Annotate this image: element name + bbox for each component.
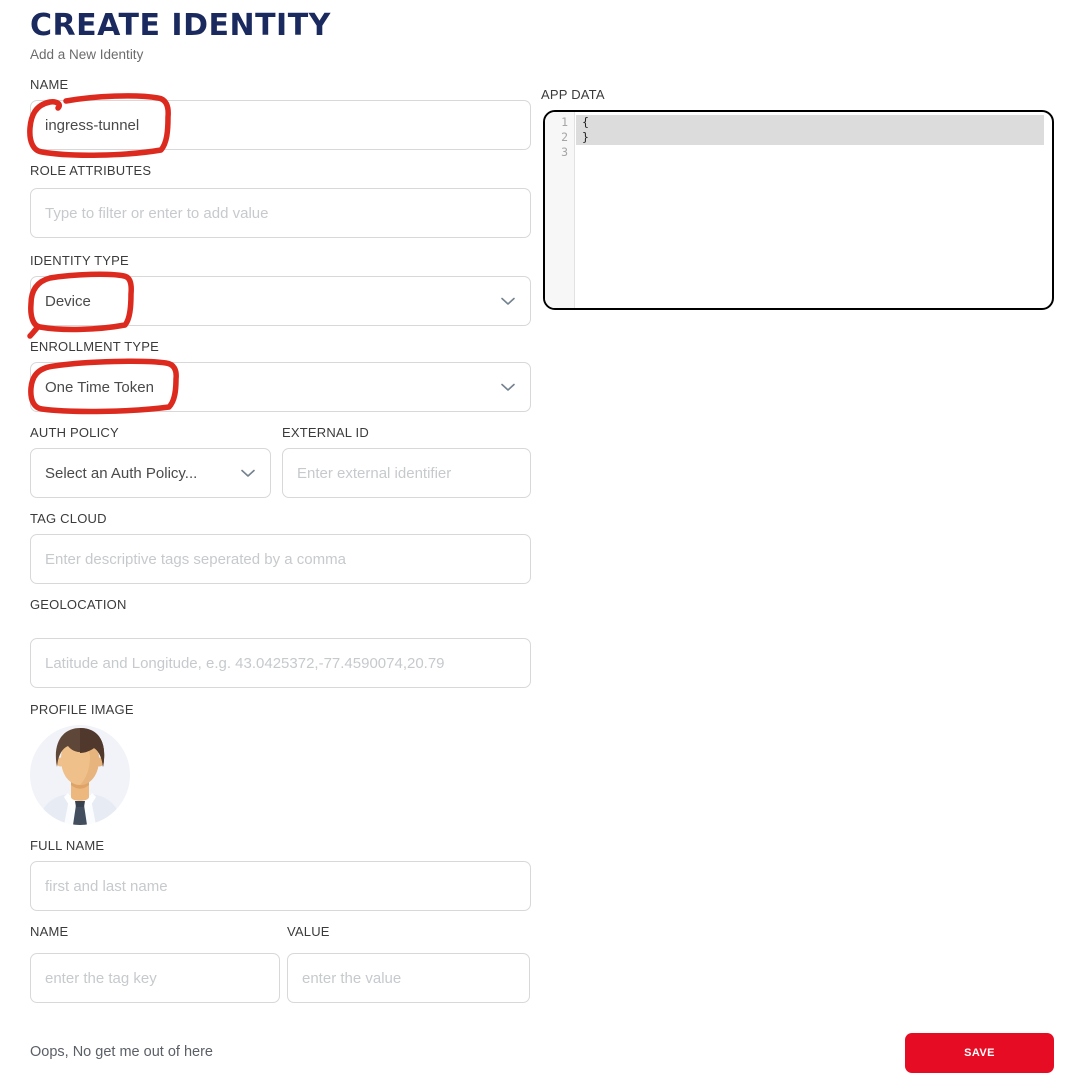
chevron-down-icon xyxy=(499,378,517,396)
chevron-down-icon xyxy=(239,464,257,482)
enrollment-type-select[interactable] xyxy=(30,362,531,412)
tag-name-input[interactable] xyxy=(30,953,280,1003)
auth-policy-label: AUTH POLICY xyxy=(30,425,119,440)
save-button[interactable]: SAVE xyxy=(905,1033,1054,1073)
auth-policy-value: Select an Auth Policy... xyxy=(45,464,198,482)
tag-value-label: VALUE xyxy=(287,924,330,939)
editor-line: { xyxy=(576,115,1044,130)
app-data-label: APP DATA xyxy=(541,87,605,102)
tag-cloud-label: TAG CLOUD xyxy=(30,511,107,526)
tag-value-input[interactable] xyxy=(287,953,530,1003)
enrollment-type-value: One Time Token xyxy=(45,378,154,396)
enrollment-type-label: ENROLLMENT TYPE xyxy=(30,339,159,354)
geolocation-label: GEOLOCATION xyxy=(30,597,127,612)
name-label: NAME xyxy=(30,77,69,92)
editor-content[interactable] xyxy=(576,112,1052,308)
line-number: 2 xyxy=(561,130,568,144)
external-id-input[interactable] xyxy=(282,448,531,498)
chevron-down-icon xyxy=(499,292,517,310)
name-input[interactable] xyxy=(30,100,531,150)
editor-line: } xyxy=(576,130,1044,145)
profile-avatar[interactable] xyxy=(30,725,130,825)
full-name-input[interactable] xyxy=(30,861,531,911)
cancel-link[interactable]: Oops, No get me out of here xyxy=(30,1044,213,1060)
editor-gutter xyxy=(545,112,575,308)
line-number: 1 xyxy=(561,115,568,129)
avatar-man-icon xyxy=(30,725,130,825)
page-subtitle: Add a New Identity xyxy=(30,47,144,62)
geolocation-input[interactable] xyxy=(30,638,531,688)
tag-name-label: NAME xyxy=(30,924,69,939)
app-data-editor[interactable] xyxy=(543,110,1054,310)
profile-image-label: PROFILE IMAGE xyxy=(30,702,134,717)
tag-cloud-input[interactable] xyxy=(30,534,531,584)
page-title: CREATE IDENTITY xyxy=(30,8,331,43)
role-attributes-label: ROLE ATTRIBUTES xyxy=(30,163,152,178)
role-attributes-input[interactable] xyxy=(30,188,531,238)
identity-type-value: Device xyxy=(45,292,91,310)
full-name-label: FULL NAME xyxy=(30,838,105,853)
identity-type-label: IDENTITY TYPE xyxy=(30,253,129,268)
editor-line xyxy=(576,145,1052,160)
external-id-label: EXTERNAL ID xyxy=(282,425,369,440)
identity-type-select[interactable] xyxy=(30,276,531,326)
auth-policy-select[interactable] xyxy=(30,448,271,498)
line-number: 3 xyxy=(561,145,568,159)
